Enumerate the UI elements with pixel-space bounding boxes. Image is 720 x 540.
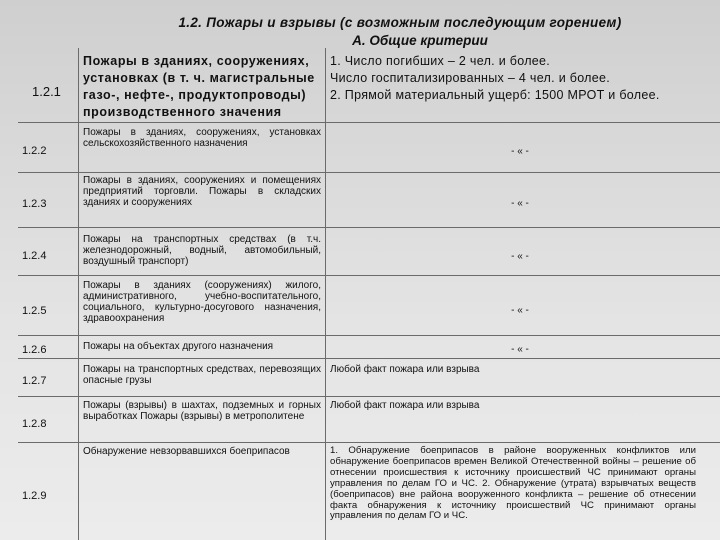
- row-description: Пожары (взрывы) в шахтах, подземных и горных выработках Пожары (взрывы) в метрополитене: [83, 400, 321, 422]
- row-criteria: - « -: [511, 344, 529, 355]
- row-criteria: Любой факт пожара или взрыва: [330, 400, 480, 411]
- row-number: 1.2.4: [22, 250, 47, 262]
- row-number: 1.2.8: [22, 418, 47, 430]
- row-description: Пожары в зданиях, сооружениях, установках сельскохозяйственного назначения: [83, 127, 321, 149]
- row-criteria: - « -: [511, 305, 529, 316]
- page-title: 1.2. Пожары и взрывы (с возможным последующим горением): [178, 15, 622, 30]
- row-description: Пожары на транспортных средствах, перевозящих опасные грузы: [83, 364, 321, 386]
- row-divider: [18, 275, 720, 276]
- criteria-line: 2. Прямой материальный ущерб: 1500 МРОТ и более.: [330, 88, 660, 102]
- row-divider: [18, 396, 720, 397]
- row-description: Пожары на транспортных средствах (в т.ч. железнодорожный, водный, автомобильный, воздушный транспорт): [83, 234, 321, 267]
- row-number: 1.2.3: [22, 198, 47, 210]
- row-description: Пожары в зданиях (сооружениях) жилого, административного, учебно-воспитательного, социального, культурно-досугового назначения, здравоохранения: [83, 280, 321, 324]
- row-number: 1.2.1: [32, 84, 61, 99]
- row-criteria: - « -: [511, 251, 529, 262]
- row-divider: [18, 227, 720, 228]
- row-description: Пожары в зданиях, сооружениях, установках (в т. ч. магистральные газо-, нефте-, продуктопроводы) производственного значения: [83, 54, 315, 119]
- row-divider: [18, 335, 720, 336]
- row-description: Обнаружение невзорвавшихся боеприпасов: [83, 446, 290, 457]
- row-criteria: Любой факт пожара или взрыва: [330, 364, 480, 375]
- row-criteria: - « -: [511, 198, 529, 209]
- row-divider: [18, 442, 720, 443]
- row-criteria: 1. Обнаружение боеприпасов в районе вооруженных конфликтов или обнаружение боеприпасов времен Великой Отечественной войны – решение об отнесении происшествия к источнику происшествий ЧС принимают органы управления по делам ГО и ЧС. 2. Обнаружение (утрата) взрывчатых веществ (боеприпасов) вне района вооруженного конфликта – решение об отнесении факта обнаружения к источнику происшествий ЧС принимают органы управления по делам ГО и ЧС.: [330, 445, 696, 522]
- row-criteria: - « -: [511, 146, 529, 157]
- row-divider: [18, 358, 720, 359]
- row-criteria: [330, 53, 710, 104]
- row-number: 1.2.6: [22, 344, 47, 356]
- row-divider: [18, 122, 720, 123]
- row-divider: [18, 172, 720, 173]
- row-number: 1.2.7: [22, 375, 47, 387]
- section-subtitle: А. Общие критерии: [352, 33, 488, 48]
- criteria-line: 1. Число погибших – 2 чел. и более.: [330, 54, 551, 68]
- row-description: Пожары на объектах другого назначения: [83, 341, 274, 352]
- criteria-line: Число госпитализированных – 4 чел. и более.: [330, 71, 611, 85]
- row-number: 1.2.9: [22, 490, 47, 502]
- row-description: Пожары в зданиях, сооружениях и помещениях предприятий торговли. Пожары в складских зданиях и сооружениях: [83, 175, 321, 208]
- row-number: 1.2.2: [22, 145, 47, 157]
- row-number: 1.2.5: [22, 305, 47, 317]
